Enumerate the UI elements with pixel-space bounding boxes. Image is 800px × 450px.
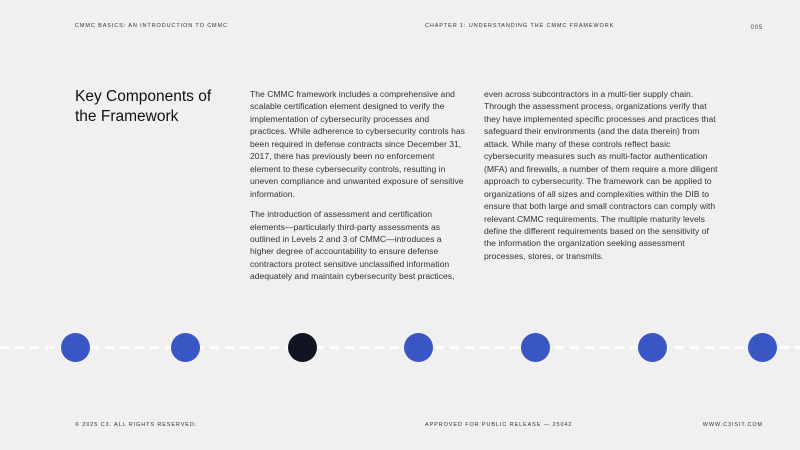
- timeline-dot-4: [404, 333, 433, 362]
- section-title: [75, 87, 240, 127]
- body-column-left: [250, 88, 467, 291]
- timeline-dot-5: [521, 333, 550, 362]
- chapter-header: CHAPTER 1: UNDERSTANDING THE CMMC FRAMEWORK: [425, 23, 615, 29]
- body-paragraph-2: The introduction of assessment and certification elements—particularly third-party assessments as outlined in Levels 2 and 3 of CMMC—introduces a higher degree of accountability to ensure defense contractors protect sensitive unclassified information adequately and maintain cybersecurity best practices,: [250, 209, 455, 282]
- timeline-dot-6: [638, 333, 667, 362]
- timeline-dot-1: [61, 333, 90, 362]
- timeline-dot-7: [748, 333, 777, 362]
- release-footer: APPROVED FOR PUBLIC RELEASE — 25042: [425, 422, 573, 428]
- timeline-dot-2: [171, 333, 200, 362]
- body-paragraph-1: The CMMC framework includes a comprehensive and scalable certification element designed to verify the implementation of cybersecurity processes and practices. While adherence to cybersecurity controls has been required in defense contracts since December 31, 2017, there has previously been no enforcement element to these cybersecurity controls, resulting in uneven compliance and unwanted exposure of sensitive information.: [250, 89, 465, 199]
- section-title-line-2: the Framework: [75, 108, 179, 125]
- document-title-header: CMMC BASICS: AN INTRODUCTION TO CMMC: [75, 23, 228, 29]
- section-title-line-1: Key Components of: [75, 88, 212, 105]
- page-number: 005: [750, 25, 763, 31]
- body-column-right: [484, 88, 719, 270]
- website-footer: WWW.C3ISIT.COM: [702, 422, 763, 428]
- timeline-dot-3-active: [288, 333, 317, 362]
- copyright-footer: © 2025 C3. ALL RIGHTS RESERVED.: [75, 422, 198, 428]
- timeline-dashed-line: [0, 346, 800, 349]
- body-paragraph-3: even across subcontractors in a multi-tier supply chain. Through the assessment process, organizations verify that they have implemented specific processes and practices that safeguard their environments (and the data therein) from attack. While many of these controls reflect basic cybersecurity measures such as multi-factor authentication (MFA) and firewalls, a number of them require a more diligent approach to cybersecurity. The framework can be applied to organizations of all sizes and complexities within the DIB to ensure that both large and small contractors can comply with relevant CMMC requirements. The multiple maturity levels define the different requirements based on the sensitivity of the information the organization seeking assessment processes, stores, or transmits.: [484, 89, 718, 261]
